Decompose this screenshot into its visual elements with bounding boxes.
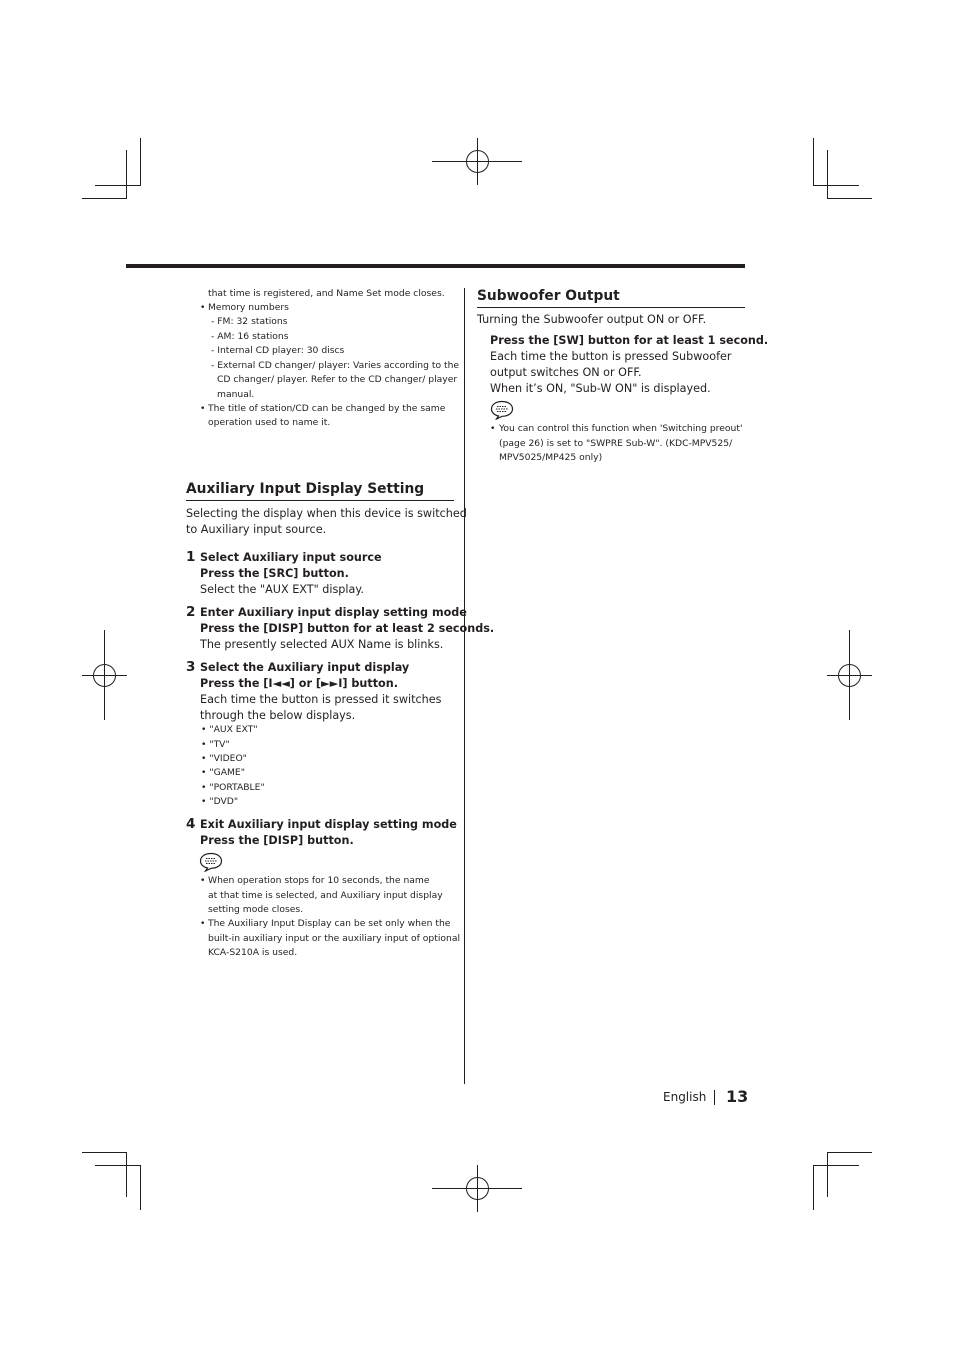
aux-note-line: KCA-S210A is used. xyxy=(208,947,298,958)
step-number: 1 xyxy=(186,549,196,565)
title-note-line: operation used to name it. xyxy=(208,417,331,428)
step-description: Each time the button is pressed it switches xyxy=(200,693,442,706)
step-heading: Exit Auxiliary input display setting mode xyxy=(200,818,457,831)
subwoofer-description: Each time the button is pressed Subwoofer xyxy=(490,350,732,363)
bullet: • xyxy=(200,875,206,886)
step-description: Select the "AUX EXT" display. xyxy=(200,583,364,596)
step-number: 4 xyxy=(186,816,196,832)
memory-item: - AM: 16 stations xyxy=(211,331,289,342)
memory-item: - External CD changer/ player: Varies according to the xyxy=(211,360,460,371)
footer-separator xyxy=(714,1090,715,1105)
display-option: • "VIDEO" xyxy=(201,753,247,764)
subwoofer-intro: Turning the Subwoofer output ON or OFF. xyxy=(477,313,707,326)
display-option: • "AUX EXT" xyxy=(201,724,258,735)
bullet: • xyxy=(200,403,206,414)
display-option: • "PORTABLE" xyxy=(201,782,265,793)
display-option: • "GAME" xyxy=(201,767,245,778)
subwoofer-description: output switches ON or OFF. xyxy=(490,366,642,379)
step-heading: Select the Auxiliary input display xyxy=(200,661,410,674)
memory-item: manual. xyxy=(217,389,255,400)
memory-item: - Internal CD player: 30 discs xyxy=(211,345,345,356)
aux-note-line: setting mode closes. xyxy=(208,904,304,915)
step-number: 3 xyxy=(186,659,196,675)
subwoofer-section-title: Subwoofer Output xyxy=(477,287,745,308)
memory-item: - FM: 32 stations xyxy=(211,316,288,327)
subwoofer-note-line: (page 26) is set to "SWPRE Sub-W". (KDC-MPV525/ xyxy=(499,438,733,449)
step-action: Press the [DISP] button for at least 2 seconds. xyxy=(200,622,495,635)
page-number: 13 xyxy=(726,1087,749,1106)
bullet: • xyxy=(200,302,206,313)
subwoofer-description: When it’s ON, "Sub-W ON" is displayed. xyxy=(490,382,711,395)
column-divider xyxy=(464,288,465,1084)
memory-numbers-label: Memory numbers xyxy=(208,302,289,313)
step-heading: Enter Auxiliary input display setting mode xyxy=(200,606,467,619)
step-description: The presently selected AUX Name is blinks. xyxy=(200,638,444,651)
bullet: • xyxy=(490,423,496,434)
aux-section-title: Auxiliary Input Display Setting xyxy=(186,480,454,501)
aux-note-line: built-in auxiliary input or the auxiliary input of optional xyxy=(208,933,461,944)
step-heading: Select Auxiliary input source xyxy=(200,551,382,564)
step-description: through the below displays. xyxy=(200,709,356,722)
aux-intro-line: Selecting the display when this device is switched xyxy=(186,507,467,520)
continuation-line: that time is registered, and Name Set mode closes. xyxy=(208,288,445,299)
display-option: • "TV" xyxy=(201,739,230,750)
top-rule xyxy=(126,264,745,268)
aux-note-line: When operation stops for 10 seconds, the name xyxy=(208,875,430,886)
display-option: • "DVD" xyxy=(201,796,239,807)
note-icon xyxy=(490,400,514,420)
step-action: Press the [DISP] button. xyxy=(200,834,354,847)
memory-item: CD changer/ player. Refer to the CD changer/ player xyxy=(217,374,458,385)
note-icon xyxy=(199,852,223,872)
step-action: Press the [I◄◄] or [►►I] button. xyxy=(200,677,398,690)
subwoofer-note-line: You can control this function when 'Switching preout' xyxy=(499,423,743,434)
aux-note-line: at that time is selected, and Auxiliary input display xyxy=(208,890,443,901)
step-number: 2 xyxy=(186,604,196,620)
step-action: Press the [SRC] button. xyxy=(200,567,349,580)
subwoofer-note-line: MPV5025/MP425 only) xyxy=(499,452,603,463)
footer-language: English xyxy=(663,1090,707,1104)
bullet: • xyxy=(200,918,206,929)
subwoofer-action: Press the [SW] button for at least 1 second. xyxy=(490,334,769,347)
title-note-line: The title of station/CD can be changed by the same xyxy=(208,403,446,414)
aux-note-line: The Auxiliary Input Display can be set only when the xyxy=(208,918,451,929)
aux-intro-line: to Auxiliary input source. xyxy=(186,523,327,536)
